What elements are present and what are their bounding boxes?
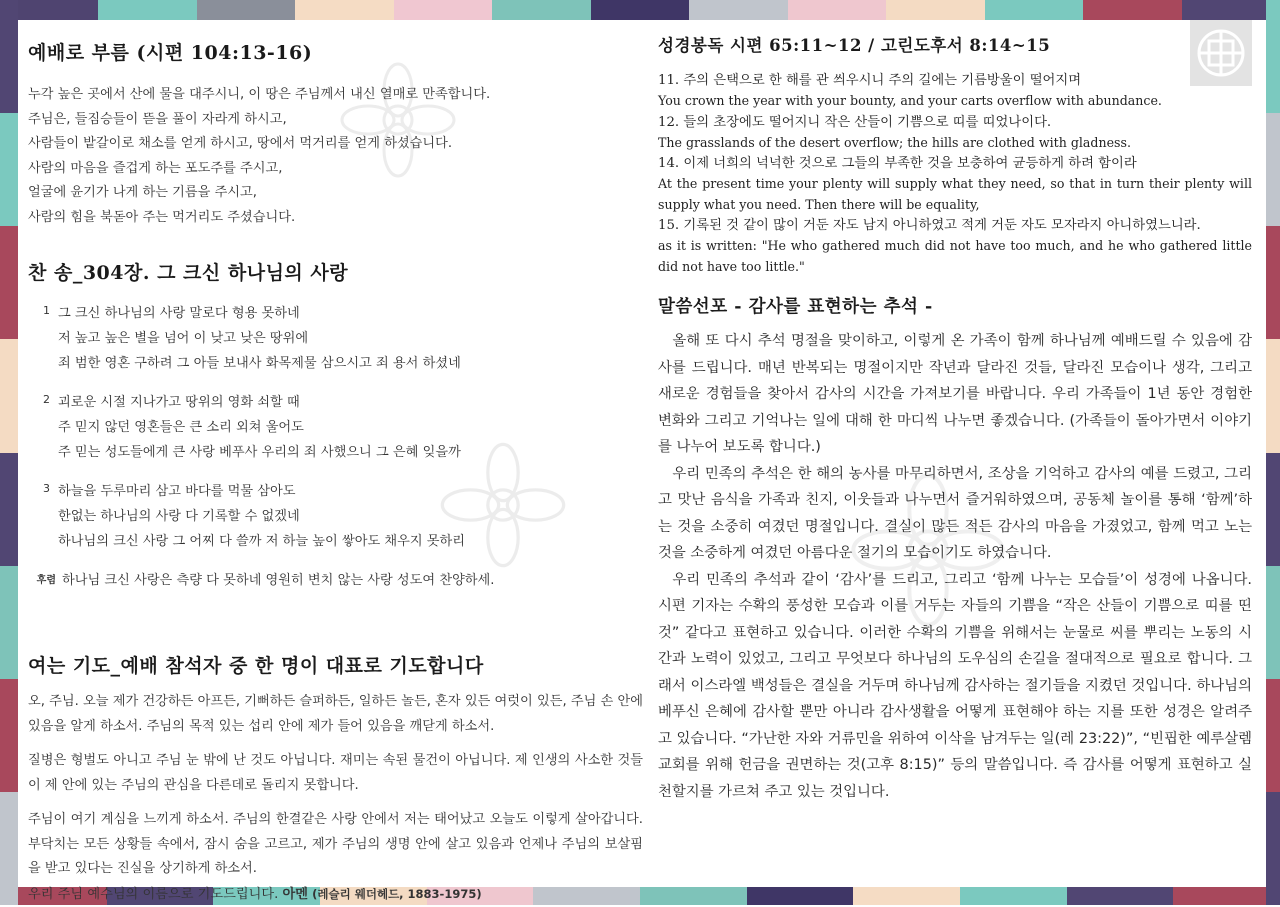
hymn-verse	[28, 301, 643, 376]
scripture-reading-title: 성경봉독 시편 65:11~12 / 고린도후서 8:14~15	[658, 36, 1051, 55]
frame-segment	[1266, 226, 1280, 339]
frame-segment	[1266, 0, 1280, 113]
frame-segment	[1266, 679, 1280, 792]
verse-line: 저 높고 높은 별을 넘어 이 낮고 낮은 땅위에	[58, 331, 309, 346]
left-column	[28, 20, 643, 907]
frame-segment	[1067, 887, 1174, 905]
frame-segment	[492, 0, 590, 20]
verse-line: 괴로운 시절 지나가고 땅위의 영화 쇠할 때	[58, 395, 300, 410]
call-line: 얼굴에 윤기가 나게 하는 기름을 주시고,	[28, 185, 257, 200]
scripture-verse-english: as it is written: "He who gathered much did not have too much, and he who gathered little did not have too little."	[658, 238, 1252, 274]
frame-segment	[689, 0, 787, 20]
frame-segment	[788, 0, 886, 20]
hymn-lyrics	[28, 301, 643, 554]
frame-segment	[985, 0, 1083, 20]
verse-line: 주 믿지 않던 영혼들은 큰 소리 외쳐 울어도	[58, 420, 304, 435]
frame-segment	[295, 0, 393, 20]
verse-number: 1	[43, 304, 50, 317]
bulletin-page	[18, 20, 1266, 902]
frame-segment	[960, 887, 1067, 905]
verse-line: 죄 범한 영혼 구하려 그 아들 보내사 화목제물 삼으시고 죄 용서 하셨네	[58, 356, 461, 371]
call-line: 사람들이 밭갈이로 채소를 얻게 하시고, 땅에서 먹거리를 얻게 하셨습니다.	[28, 136, 453, 151]
verse-line: 주 믿는 성도들에게 큰 사랑 베푸사 우리의 죄 사했으니 그 은혜 잊을까	[58, 445, 461, 460]
opening-prayer-text	[28, 690, 643, 907]
chorus-label: 후렴	[36, 575, 56, 586]
verse-line: 하늘을 두루마리 삼고 바다를 먹물 삼아도	[58, 484, 296, 499]
frame-segment	[0, 0, 18, 113]
frame-segment	[853, 887, 960, 905]
frame-right-border	[1266, 0, 1280, 905]
sermon-paragraph: 우리 민족의 추석과 같이 ‘감사’를 드리고, 그리고 ‘함께 나누는 모습들’이 성경에 나옵니다. 시편 기자는 수확의 풍성한 모습과 이를 거두는 자들의 기쁨을 “작은 산들이 기쁨으로 띠를 띤 것” 같다고 표현하고 있습니다. 이러한 수확의 기쁨을 위해서는 눈물로 씨를 뿌리는 노동의 시간과 노력이 있었고, 그리고 무엇보다 하나님의 도우심의 손길을 절대적으로 필요로 합니다. 그래서 이스라엘 백성들은 결실을 거두며 하나님께 감사하는 절기들을 지켰던 것입니다. 하나님의 베푸신 은혜에 감사할 뿐만 아니라 감사생활을 어떻게 표현해야 하는 지를 또한 성경은 알려주고 있습니다. “가난한 자와 거류민을 위하여 이삭을 남겨두는 일(레 23:22)”, “빈핍한 예루살렘 교회를 위해 헌금을 권면하는 것(고후 8:15)” 등의 말씀입니다. 즉 감사를 어떻게 표현하고 실천할지를 가르쳐 주고 있는 것입니다.	[658, 571, 1252, 800]
scripture-verse-english: At the present time your plenty will supply what they need, so that in turn their plenty will supply what you need. Then there will be equality,	[658, 176, 1252, 212]
frame-segment	[1266, 792, 1280, 905]
verse-line: 그 크신 하나님의 사랑 말로다 형용 못하네	[58, 306, 300, 321]
prayer-amen: 아멘	[282, 886, 308, 902]
frame-segment	[0, 453, 18, 566]
chorus-text: 하나님 크신 사랑은 측량 다 못하네 영원히 변치 않는 사랑 성도여 찬양하세.	[62, 573, 495, 588]
frame-segment	[747, 887, 854, 905]
call-line: 사람의 힘을 북돋아 주는 먹거리도 주셨습니다.	[28, 209, 296, 225]
frame-segment	[98, 0, 196, 20]
hymn-verse	[28, 479, 643, 554]
frame-segment	[1266, 566, 1280, 679]
sermon-paragraph: 올해 또 다시 추석 명절을 맞이하고, 이렇게 온 가족이 함께 하나님께 예배드릴 수 있음에 감사를 드립니다. 매년 반복되는 명절이지만 작년과 달라진 것들, 달라진 모습이나 생각, 그리고 새로운 경험들을 찾아서 감사의 시간을 가져보기를 바랍니다. 우리 가족들이 1년 동안 경험한 변화와 그리고 기억나는 일에 대해 한 마디씩 나누면 좋겠습니다. (가족들이 돌아가면서 이야기를 나누어 보도록 합니다.)	[658, 333, 1252, 455]
verse-number: 3	[43, 482, 50, 495]
call-line: 누각 높은 곳에서 산에 물을 대주시니, 이 땅은 주님께서 내신 열매로 만족합니다.	[28, 87, 491, 102]
frame-segment	[394, 0, 492, 20]
hymn-title: 찬 송_304장. 그 크신 하나님의 사랑	[28, 262, 349, 284]
frame-segment	[0, 679, 18, 792]
scripture-verse-english: You crown the year with your bounty, and your carts overflow with abundance.	[658, 93, 1162, 108]
hymn-verse	[28, 390, 643, 465]
frame-segment	[1266, 339, 1280, 452]
frame-segment	[0, 339, 18, 452]
call-to-worship-title: 예배로 부름 (시편 104:13-16)	[28, 42, 313, 64]
frame-segment	[0, 226, 18, 339]
frame-segment	[0, 792, 18, 905]
verse-line: 한없는 하나님의 사랑 다 기록할 수 없겠네	[58, 509, 300, 524]
frame-segment	[640, 887, 747, 905]
verse-number: 2	[43, 393, 50, 406]
scripture-verse-korean: 15. 기록된 것 같이 많이 거둔 자도 남지 아니하였고 적게 거둔 자도 모자라지 아니하였느니라.	[658, 218, 1201, 233]
frame-top-border	[0, 0, 1280, 20]
opening-prayer-title: 여는 기도_예배 참석자 중 한 명이 대표로 기도합니다	[28, 655, 484, 677]
scripture-reading-text	[658, 70, 1252, 277]
right-column	[658, 20, 1252, 805]
scripture-verse-english: The grasslands of the desert overflow; the hills are clothed with gladness.	[658, 134, 1131, 150]
frame-segment	[0, 113, 18, 226]
frame-segment	[1083, 0, 1181, 20]
scripture-verse-korean: 12. 들의 초장에도 떨어지니 작은 산들이 기쁨으로 띠를 띠었나이다.	[658, 114, 1052, 130]
sermon-text	[658, 328, 1252, 805]
frame-segment	[197, 0, 295, 20]
frame-segment	[1266, 453, 1280, 566]
frame-segment	[0, 566, 18, 679]
frame-segment	[591, 0, 689, 20]
frame-segment	[1173, 887, 1280, 905]
hymn-chorus	[28, 568, 643, 593]
call-line: 주님은, 들짐승들이 뜯을 풀이 자라게 하시고,	[28, 111, 287, 127]
frame-segment	[1266, 113, 1280, 226]
frame-left-border	[0, 0, 18, 905]
sermon-title: 말씀선포 - 감사를 표현하는 추석 -	[658, 297, 933, 317]
call-to-worship-text	[28, 83, 643, 230]
prayer-closing-text: 우리 주님 예수님의 이름으로 기도드립니다.	[28, 886, 279, 902]
verse-line: 하나님의 크신 사랑 그 어찌 다 쓸까 저 하늘 높이 쌓아도 채우지 못하리	[58, 534, 465, 549]
scripture-verse-korean: 11. 주의 은택으로 한 해를 관 씌우시니 주의 길에는 기름방울이 떨어지며	[658, 73, 1082, 88]
prayer-paragraph: 주님이 여기 계심을 느끼게 하소서. 주님의 한결같은 사랑 안에서 저는 태어났고 오늘도 이렇게 살아갑니다. 부닥치는 모든 상황들 속에서, 잠시 숨을 고르고, 제가 주님의 생명 안에 살고 있음과 언제나 주님의 보살핌을 받고 있다는 진실을 상기하게 하소서.	[28, 812, 643, 876]
call-line: 사람의 마음을 즐겁게 하는 포도주를 주시고,	[28, 160, 283, 176]
prayer-paragraph: 오, 주님. 오늘 제가 건강하든 아프든, 기뻐하든 슬퍼하든, 일하든 놀든, 혼자 있든 여럿이 있든, 주님 손 안에 있음을 알게 하소서. 주님의 목적 있는 섭리 안에 제가 들어 있음을 깨닫게 하소서.	[28, 694, 643, 734]
prayer-paragraph: 질병은 형벌도 아니고 주님 눈 밖에 난 것도 아닙니다. 재미는 속된 물건이 아닙니다. 제 인생의 사소한 것들이 제 안에 있는 주님의 관심을 다른데로 돌리지 못합니다.	[28, 753, 643, 793]
sermon-paragraph: 우리 민족의 추석은 한 해의 농사를 마무리하면서, 조상을 기억하고 감사의 예를 드렸고, 그리고 맛난 음식을 가족과 친지, 이웃들과 나누면서 즐거워하였으며, 공동체 놀이를 통해 ‘함께’하는 것을 소중히 여겼던 명절입니다. 결실이 많든 적든 감사의 마음을 가졌었고, 함께 먹고 노는 것을 소중하게 여겼던 아름다운 절기의 모습이기도 하였습니다.	[658, 465, 1252, 561]
prayer-author: (레슬리 웨더헤드, 1883-1975)	[312, 886, 482, 901]
prayer-closing	[28, 882, 643, 907]
scripture-verse-korean: 14. 이제 너희의 넉넉한 것으로 그들의 부족한 것을 보충하여 균등하게 하려 함이라	[658, 156, 1137, 171]
frame-segment	[886, 0, 984, 20]
